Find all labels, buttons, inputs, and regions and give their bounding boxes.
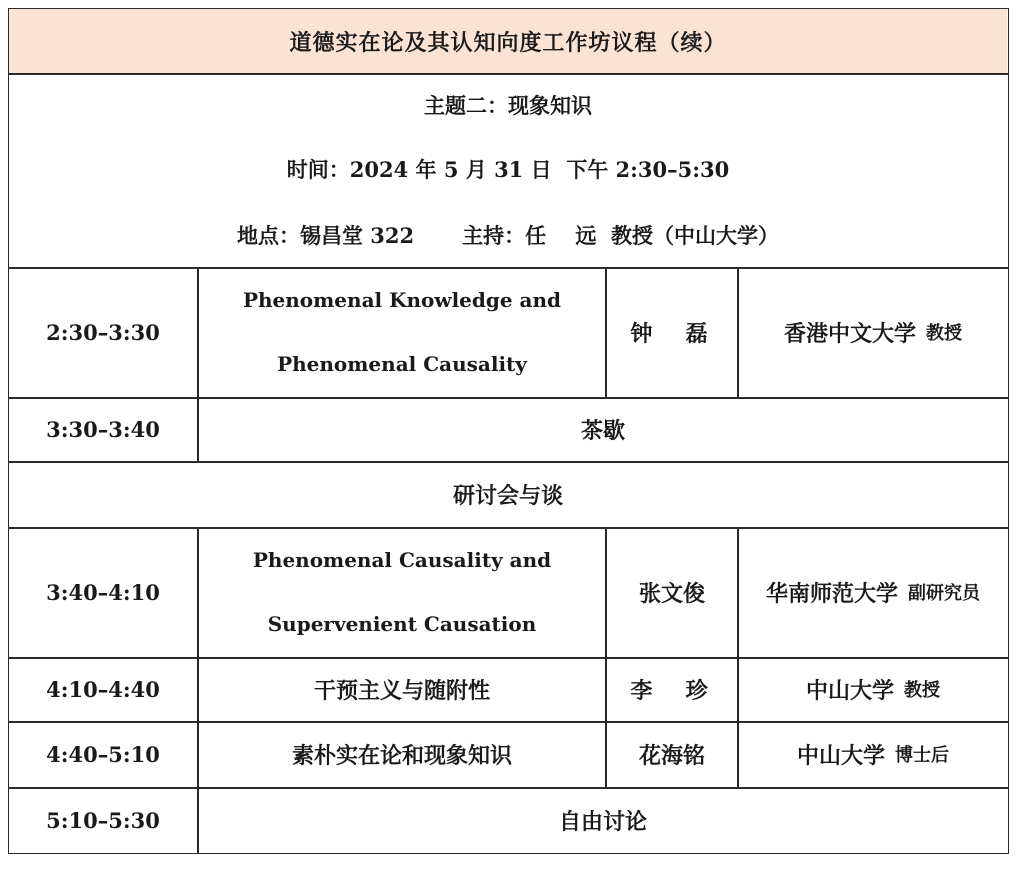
institution: 中山大学	[805, 677, 894, 704]
talk-title-line: Phenomenal Causality	[277, 352, 527, 376]
row-time: 4:40–5:10	[46, 741, 160, 767]
position: 副研究员	[908, 583, 980, 604]
session-time: 时间：2024 年 5 月 31 日 下午 2:30–5:30	[286, 157, 730, 182]
session-venue-host	[9, 211, 1007, 259]
speaker-affiliation	[739, 721, 1007, 787]
agenda-table	[8, 8, 1009, 854]
free-discussion: 自由讨论	[558, 808, 647, 835]
row-time: 5:10–5:30	[46, 807, 160, 833]
position: 教授	[904, 680, 940, 701]
position: 博士后	[895, 745, 949, 766]
institution: 中山大学	[796, 742, 885, 769]
talk-title-line: Phenomenal Knowledge and	[242, 288, 562, 312]
session-venue: 地点：锡昌堂 322	[236, 223, 415, 248]
speaker-name: 花海铭	[638, 742, 705, 769]
tea-break: 茶歇	[580, 417, 625, 444]
institution: 香港中文大学	[783, 320, 916, 347]
session-host: 主持：任 远 教授（中山大学）	[462, 223, 780, 248]
row-time: 2:30–3:30	[46, 319, 160, 345]
row-time: 3:30–3:40	[46, 416, 160, 442]
talk-title: 素朴实在论和现象知识	[291, 742, 512, 769]
speaker-affiliation	[739, 657, 1007, 721]
agenda-title: 道德实在论及其认知向度工作坊议程（续）	[9, 9, 1007, 73]
talk-title-line: Supervenient Causation	[267, 612, 537, 636]
speaker-name: 钟 磊	[630, 320, 714, 347]
discussion-header: 研讨会与谈	[452, 482, 563, 509]
row-time: 4:10–4:40	[46, 676, 160, 702]
row-divider	[9, 73, 1008, 75]
talk-title	[199, 267, 605, 397]
speaker-affiliation	[739, 527, 1007, 657]
row-time: 3:40–4:10	[46, 579, 160, 605]
position: 教授	[926, 323, 962, 344]
speaker-name: 张文俊	[638, 580, 705, 607]
speaker-affiliation	[739, 267, 1007, 397]
speaker-name: 李 珍	[630, 677, 714, 704]
talk-title	[199, 527, 605, 657]
talk-title-line: Phenomenal Causality and	[252, 548, 552, 572]
session-topic: 主题二：现象知识	[424, 93, 592, 118]
institution: 华南师范大学	[765, 580, 898, 607]
talk-title: 干预主义与随附性	[313, 677, 490, 704]
